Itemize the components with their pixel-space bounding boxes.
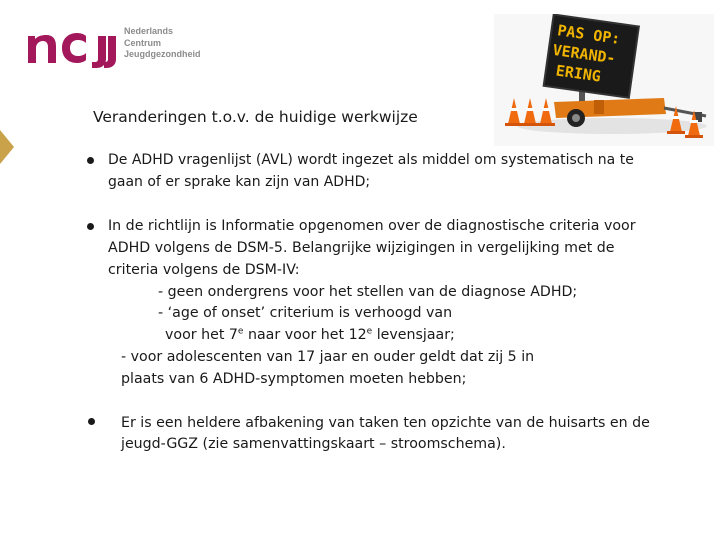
age-text-a: voor het 7 — [165, 327, 238, 343]
sign-line-2: VERAND- — [551, 40, 617, 68]
superscript-e: e — [237, 326, 244, 337]
sub-item-1: - geen ondergrens voor het stellen van de diagnose ADHD; — [158, 284, 578, 300]
sub-item-3-cont: plaats van 6 ADHD-symptomen moeten hebben; — [121, 371, 467, 387]
bullet-1-line-2: gaan of er sprake kan zijn van ADHD; — [108, 174, 371, 190]
logo-line-1: Nederlands — [124, 26, 174, 36]
bullet-1-line-1: De ADHD vragenlijst (AVL) wordt ingezet als middel om systematisch na te — [108, 152, 634, 168]
bullet-dot — [88, 418, 95, 425]
sub-item-3: - voor adolescenten van 17 jaar en ouder geldt dat zij 5 in — [121, 349, 535, 365]
bullet-dot — [87, 157, 94, 164]
age-text-c: levensjaar; — [372, 327, 455, 343]
sub-item-2-cont — [165, 325, 455, 347]
bullet-2-line-2: ADHD volgens de DSM-5. Belangrijke wijzigingen in vergelijking met de — [108, 240, 615, 256]
bullet-dot — [87, 223, 94, 230]
slide-title: Veranderingen t.o.v. de huidige werkwijze — [93, 108, 418, 126]
age-text-b: naar voor het 12 — [243, 327, 367, 343]
sub-item-2: - ‘age of onset’ criterium is verhoogd van — [158, 305, 453, 321]
bullet-2-line-3: criteria volgens de DSM-IV: — [108, 262, 300, 278]
logo-line-3: Jeugdgezondheid — [124, 49, 201, 59]
superscript-e: e — [366, 326, 373, 337]
bullet-2-line-1: In de richtlijn is Informatie opgenomen over de diagnostische criteria voor — [108, 218, 636, 234]
sign-line-3: ERING — [554, 61, 602, 86]
logo-line-2: Centrum — [124, 37, 162, 48]
bullet-3-line-1: Er is een heldere afbakening van taken ten opzichte van de huisarts en de — [121, 415, 650, 431]
bullet-3-line-2: jeugd-GGZ (zie samenvattingskaart – stroomschema). — [121, 436, 506, 452]
sign-line-1: PAS OP: — [556, 21, 622, 48]
